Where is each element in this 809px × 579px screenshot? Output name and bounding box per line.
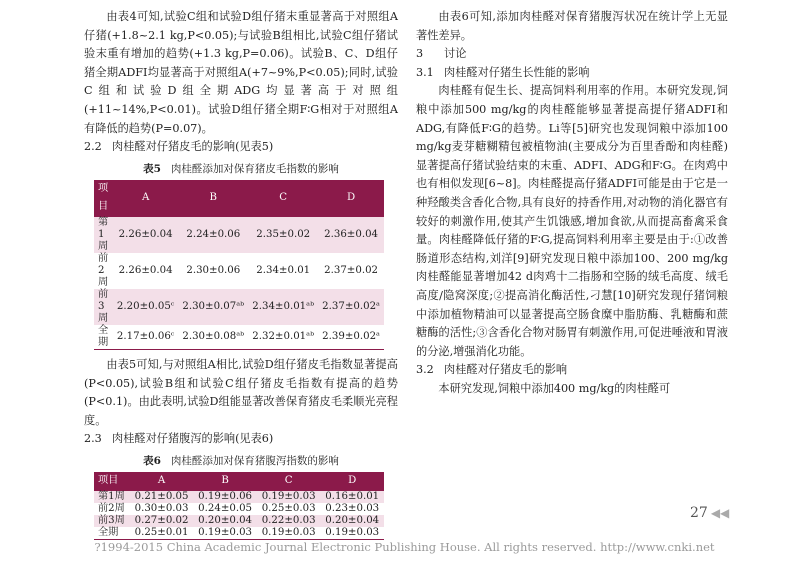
paragraph-coat-discussion: 本研究发现,饲粮中添加400 mg/kg的肉桂醛可: [438, 381, 671, 395]
table-row: [94, 515, 384, 527]
section-number: 3: [416, 47, 424, 61]
table-cell: 0.20±0.04: [320, 515, 384, 527]
section-title: 肉桂醛对仔猪腹泻的影响(见表6): [112, 432, 274, 446]
section-number: 2.2: [84, 140, 102, 154]
section-heading-2-2: [84, 138, 398, 157]
table-cell: 0.21±0.05: [130, 491, 194, 503]
table-row: [94, 491, 384, 503]
table-cell: 2.26±0.04: [113, 217, 178, 253]
table6-label: 表6: [143, 454, 161, 467]
section-title: 肉桂醛对仔猪皮毛的影响: [444, 363, 568, 377]
copyright-footer: ?1994-2015 China Academic Journal Electronic Publishing House. All rights reserved. http://www.cnki.net: [94, 540, 715, 554]
table-cell: 0.25±0.01: [130, 527, 194, 540]
table-header-cell: D: [318, 180, 384, 217]
table6: [94, 472, 384, 540]
table-cell: 0.23±0.03: [320, 503, 384, 515]
page-number-value: 27: [690, 505, 708, 521]
paragraph-table4-results: 由表4可知,试验C组和试验D组仔猪末重显著高于对照组A仔猪(+1.8~2.1 kg,P<0.05);与试验B组相比,试验C组仔猪试验末重有增加的趋势(+1.3 kg,P=0.06)。试验B、C、D组仔猪全期ADFI均显著高于对照组A(+7~9%,P<0.05);同时,试验C组和试验D组全期ADG均显著高于对照组(+11~14%,P<0.01)。试验D组仔猪全期F∶G相对于对照组A有降低的趋势(P=0.07)。: [84, 10, 398, 135]
section-heading-3: [416, 45, 728, 64]
table-row: [94, 325, 384, 350]
section-heading-3-2: [416, 361, 728, 380]
table-header-cell: 项目: [94, 472, 130, 491]
table-cell: 2.37±0.02ᵃ: [318, 289, 384, 325]
table6-caption: [84, 452, 398, 470]
table-cell: 2.20±0.05ᶜ: [113, 289, 178, 325]
table-cell: 2.37±0.02: [318, 253, 384, 289]
table-row: [94, 503, 384, 515]
table-header-cell: D: [320, 472, 384, 491]
table-cell: 0.24±0.05: [193, 503, 257, 515]
table6-title: 肉桂醛添加对保育猪腹泻指数的影响: [170, 454, 339, 467]
table-header-cell: 项目: [94, 180, 113, 217]
right-column: [416, 8, 728, 398]
table-row: [94, 217, 384, 253]
table-cell: 2.34±0.01ᵃᵇ: [248, 289, 318, 325]
table-header-cell: B: [193, 472, 257, 491]
table-cell: 2.34±0.01: [248, 253, 318, 289]
table-header-cell: B: [178, 180, 248, 217]
table5-caption: [84, 160, 398, 178]
section-heading-3-1: [416, 64, 728, 83]
table-header-cell: A: [113, 180, 178, 217]
table-row: [94, 289, 384, 325]
table-header-cell: C: [257, 472, 321, 491]
section-title: 肉桂醛对仔猪生长性能的影响: [444, 65, 590, 79]
table-cell: 2.30±0.06: [178, 253, 248, 289]
table-cell: 0.19±0.03: [257, 527, 321, 540]
left-column: [84, 8, 398, 546]
page-arrow-icon: ◀◀: [710, 506, 730, 520]
table-cell: 2.39±0.02ᵃ: [318, 325, 384, 350]
table-cell: 2.30±0.07ᵃᵇ: [178, 289, 248, 325]
table-row: [94, 253, 384, 289]
table-cell: 0.19±0.03: [257, 491, 321, 503]
section-title: 肉桂醛对仔猪皮毛的影响(见表5): [112, 140, 274, 154]
table-cell: 0.22±0.03: [257, 515, 321, 527]
table-cell: 2.36±0.04: [318, 217, 384, 253]
paragraph-growth-discussion: 肉桂醛有促生长、提高饲料利用率的作用。本研究发现,饲粮中添加500 mg/kg的肉桂醛能够显著提高提仔猪ADFI和ADG,有降低F∶G的趋势。Li等[5]研究也发现饲粮中添加100 mg/kg麦芽糖糊精包被植物油(主要成分为百里香酚和肉桂醛)显著提高仔猪试验结束的末重、ADFI、ADG和F∶G。在肉鸡中也有相似发现[6~8]。肉桂醛提高仔猪ADFI可能是由于它是一种羟酸类含香化合物,具有良好的持香作用,对动物的消化器官有较好的刺激作用,使其产生饥饿感,增加食欲,从而提高畜禽采食量。肉桂醛降低仔猪的F∶G,提高饲料利用率主要是由于:①改善肠道形态结构,刘洋[9]研究发现日粮中添加100、200 mg/kg肉桂醛能显著增加42 d肉鸡十二指肠和空肠的绒毛高度、绒毛高度/隐窝深度;②提高消化酶活性,刁慧[10]研究发现仔猪饲粮中添加植物精油可以显著提高空肠食糜中脂肪酶、乳糖酶和蔗糖酶的活性;③含香化合物对肠胃有刺激作用,可促进唾液和胃液的分泌,增强消化功能。: [416, 84, 728, 358]
table-cell: 0.27±0.02: [130, 515, 194, 527]
table-cell: 0.30±0.03: [130, 503, 194, 515]
table-cell: 前3周: [94, 515, 130, 527]
table-header-cell: C: [248, 180, 318, 217]
table-cell: 0.16±0.01: [320, 491, 384, 503]
table-header-row: [94, 472, 384, 491]
table5: [94, 180, 384, 350]
section-number: 3.1: [416, 65, 434, 79]
section-number: 3.2: [416, 363, 434, 377]
paragraph-table5-results: 由表5可知,与对照组A相比,试验D组仔猪皮毛指数显著提高(P<0.05),试验B组和试验C组仔猪皮毛指数有提高的趋势(P<0.1)。由此表明,试验D组能显著改善保育猪皮毛柔顺光亮程度。: [84, 357, 398, 427]
table-cell: 全期: [94, 325, 113, 350]
table-cell: 前3周: [94, 289, 113, 325]
table-cell: 0.19±0.03: [193, 527, 257, 540]
table-cell: 2.26±0.04: [113, 253, 178, 289]
table-cell: 2.32±0.01ᵃᵇ: [248, 325, 318, 350]
section-number: 2.3: [84, 432, 102, 446]
table5-label: 表5: [143, 162, 161, 175]
table-row: [94, 527, 384, 540]
table-cell: 全期: [94, 527, 130, 540]
table-cell: 第1周: [94, 217, 113, 253]
table-cell: 2.24±0.06: [178, 217, 248, 253]
table-cell: 2.30±0.08ᵃᵇ: [178, 325, 248, 350]
table-cell: 前2周: [94, 503, 130, 515]
table-cell: 2.17±0.06ᶜ: [113, 325, 178, 350]
table5-title: 肉桂醛添加对保育猪皮毛指数的影响: [170, 162, 339, 175]
paragraph-table6-results: 由表6可知,添加肉桂醛对保育猪腹泻状况在统计学上无显著性差异。: [416, 10, 728, 42]
table-header-row: [94, 180, 384, 217]
section-heading-2-3: [84, 430, 398, 449]
table-cell: 前2周: [94, 253, 113, 289]
table-cell: 0.19±0.03: [320, 527, 384, 540]
section-title: 讨论: [444, 47, 467, 61]
table-cell: 2.35±0.02: [248, 217, 318, 253]
table-cell: 第1周: [94, 491, 130, 503]
table-cell: 0.19±0.06: [193, 491, 257, 503]
table-cell: 0.20±0.04: [193, 515, 257, 527]
page-number: [690, 505, 729, 521]
table-cell: 0.25±0.03: [257, 503, 321, 515]
table-header-cell: A: [130, 472, 194, 491]
